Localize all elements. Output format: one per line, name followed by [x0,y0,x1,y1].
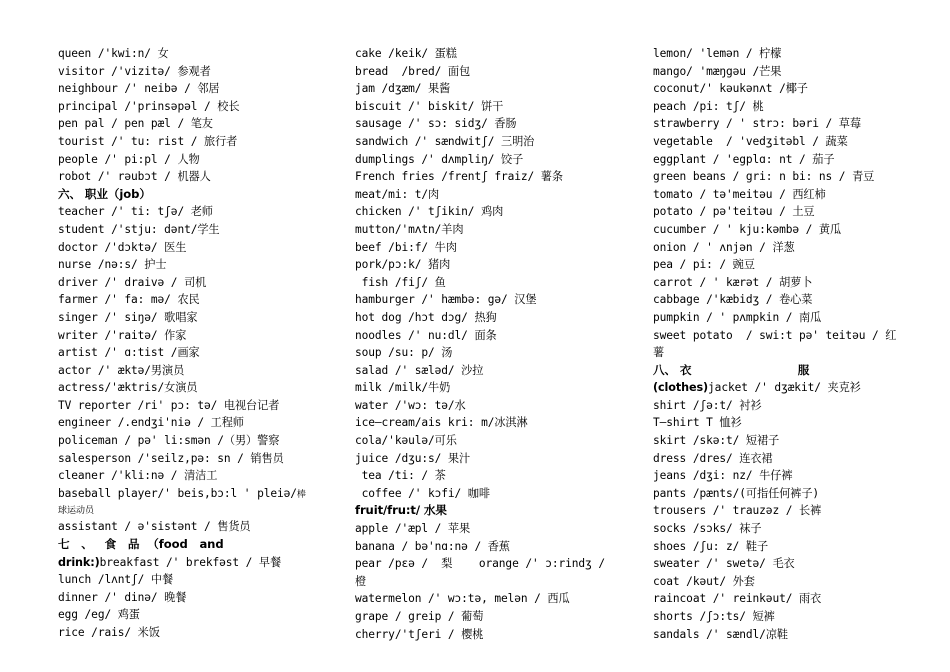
vocab-line: onion / ' ʌnjən / 洋葱 [653,240,795,254]
vocab-line: green beans / gri: n bi: ns / 青豆 [653,170,875,184]
vocab-line: assistant / ə'sistənt / 售货员 [58,520,251,534]
vocab-line: pea / pi: / 豌豆 [653,258,755,272]
vocab-line: coat /kəut/ 外套 [653,574,755,588]
vocab-line: TV reporter /ri' pɔ: tə/ 电视台记者 [58,398,280,412]
vocab-line: potato / pə'teitəu / 土豆 [653,205,815,219]
vocab-line: T—shirt T 恤衫 [653,416,742,430]
vocab-line: trousers /' trauzəz / 长裤 [653,504,822,518]
section-heading-food: 七 、 食 品 （food and [58,537,224,552]
vocab-line: skirt /skə:t/ 短裙子 [653,434,780,448]
vocab-line: dinner /' dinə/ 晚餐 [58,590,187,604]
vocab-line: farmer /' fa: mə/ 农民 [58,293,200,307]
vocab-line: juice /dʒu:s/ 果汁 [355,451,471,465]
vocab-text: jacket /' dʒækit/ 夹克衫 [708,381,861,395]
vocab-line: carrot / ' kærət / 胡萝卜 [653,275,813,289]
vocab-line: mutton/'mʌtn/羊肉 [355,222,464,236]
vocab-line: pear /pεə / 梨 orange /' ɔ:rindʒ / [355,557,605,571]
vocab-line: egg /eg/ 鸡蛋 [58,608,140,622]
vocab-line: cola/'kəulə/可乐 [355,434,457,448]
vocab-line: jam /dʒæm/ 果酱 [355,82,451,96]
section-heading-fruit: fruit/fru:t/ 水果 [355,503,447,518]
vocab-line: 球运动员 [58,506,95,517]
vocab-line: 薯 [653,346,665,360]
vocab-line: peach /pi: tʃ/ 桃 [653,99,764,113]
vocab-text: breakfast /' brekfəst / 早餐 [99,555,282,569]
vocab-line: 橙 [355,574,367,588]
vocab-line: cleaner /'kli:nə / 清洁工 [58,469,218,483]
vocab-line: lunch /lʌntʃ/ 中餐 [58,573,174,587]
vocab-line: beef /bi:f/ 牛肉 [355,240,457,254]
vocab-line: milk /milk/牛奶 [355,381,451,395]
vocab-line: cherry/'tʃeri / 樱桃 [355,627,484,641]
vocab-line: tomato / tə'meitəu / 西红柿 [653,187,826,201]
vocab-line: raincoat /' reinkəut/ 雨衣 [653,592,822,606]
vocab-line: dress /dres/ 连衣裙 [653,451,773,465]
vocab-line [653,379,913,397]
vocab-line: noodles /' nu:dl/ 面条 [355,328,497,342]
vocab-line: sausage /' sɔ: sidʒ/ 香肠 [355,117,517,131]
vocab-line: fish /fiʃ/ 鱼 [355,275,446,289]
vocab-line: mango/ 'mæŋgəu /芒果 [653,64,782,78]
vocab-line: pumpkin / ' pʌmpkin / 南瓜 [653,310,822,324]
vocab-line: doctor /'dɔktə/ 医生 [58,240,187,254]
vocab-line: actor /' æktə/男演员 [58,363,185,377]
vocab-line: artist /' ɑ:tist /画家 [58,346,200,360]
vocab-column-2 [355,45,611,643]
vocab-column-3 [653,45,913,643]
vocab-line: shorts /ʃɔ:ts/ 短裤 [653,610,775,623]
vocab-line: sweet potato / swi:t pə' teitəu / 红 [653,328,897,342]
vocab-line: pork/pɔ:k/ 猪肉 [355,258,451,272]
section-heading-clothes: 八、 衣 服 [653,362,810,377]
vocab-line: cabbage /'kæbidʒ / 卷心菜 [653,293,813,307]
vocab-line: tea /ti: / 茶 [355,469,446,483]
vocab-line: singer /' siŋə/ 歌唱家 [58,310,198,324]
vocab-line: ice—cream/ais kri: m/冰淇淋 [355,416,528,430]
vocab-line: actress/'æktris/女演员 [58,381,198,395]
vocab-line: hot dog /hɔt dɔg/ 热狗 [355,310,497,324]
vocab-line: nurse /nə:s/ 护士 [58,258,167,272]
vocab-line: rice /rais/ 米饭 [58,626,160,639]
vocab-line [58,554,316,572]
vocab-line: grape / greip / 葡萄 [355,610,484,623]
vocab-line: water /'wɔ: tə/水 [355,398,466,412]
vocab-line: French fries /frentʃ fraiz/ 薯条 [355,170,563,184]
section-heading-food-cont: drink:) [58,555,100,569]
vocab-line: strawberry / ' strɔ: bəri / 草莓 [653,117,861,131]
vocab-line: tourist /' tu: rist / 旅行者 [58,134,238,148]
vocab-line: queen /'kwi:n/ 女 [58,47,169,60]
vocab-line: sweater /' swetə/ 毛衣 [653,557,795,571]
vocab-line: watermelon /' wɔ:tə, melən / 西瓜 [355,592,570,606]
vocab-line: salad /' sæləd/ 沙拉 [355,363,484,377]
vocab-line: cucumber / ' kju:kəmbə / 黄瓜 [653,222,842,236]
vocab-line: principal /'prinsəpəl / 校长 [58,99,240,113]
vocab-line: cake /keik/ 蛋糕 [355,47,457,60]
vocab-line: hamburger /' hæmbə: gə/ 汉堡 [355,293,537,307]
vocab-line: sandwich /' sændwitʃ/ 三明治 [355,134,535,148]
vocab-line: visitor /'vizitə/ 参观者 [58,64,211,78]
vocab-line: pen pal / pen pæl / 笔友 [58,117,213,131]
vocab-line: vegetable / 'vedʒitəbl / 蔬菜 [653,134,848,148]
vocab-line: coffee /' kɔfi/ 咖啡 [355,486,490,500]
vocab-line: socks /sɔks/ 袜子 [653,522,762,536]
vocab-line: soup /su: p/ 汤 [355,346,453,360]
vocab-line: driver /' draivə / 司机 [58,275,207,289]
section-heading-jobs: 六、 职业（job） [58,186,151,201]
vocab-line: pants /pænts/(可指任何裤子) [653,486,820,500]
vocab-line: jeans /dʒi: nz/ 牛仔裤 [653,469,793,483]
vocab-line: biscuit /' biskit/ 饼干 [355,99,504,113]
vocab-line: teacher /' ti: tʃə/ 老师 [58,205,213,219]
vocab-line: shoes /ʃu: z/ 鞋子 [653,539,769,553]
vocab-line: bread /bred/ 面包 [355,64,471,78]
section-heading-clothes-cont: (clothes) [653,381,709,395]
vocab-line: people /' pi:pl / 人物 [58,152,200,166]
vocab-line: student /'stju: dənt/学生 [58,222,220,236]
vocab-line: sandals /' sændl/凉鞋 [653,627,788,641]
vocab-line: lemon/ 'lemən / 柠檬 [653,47,782,60]
vocab-line: neighbour /' neibə / 邻居 [58,82,220,96]
vocab-text: baseball player/' beis,bɔ:l ' pleiə/ [58,486,297,500]
vocab-line: meat/mi: t/肉 [355,187,440,201]
vocab-line: banana / bə'nɑ:nə / 香蕉 [355,539,510,553]
vocab-line: eggplant / 'egplɑ: nt / 茄子 [653,152,835,166]
vocab-line: engineer /.endʒi'niə / 工程师 [58,416,244,430]
vocab-line [58,485,316,505]
vocab-line: robot /' rəubɔt / 机器人 [58,170,211,184]
vocab-line: policeman / pə' li:smən /（男）警察 [58,434,280,448]
vocab-line: chicken /' tʃikin/ 鸡肉 [355,205,504,219]
vocab-line: apple /'æpl / 苹果 [355,522,471,536]
vocab-line: salesperson /'seilz,pə: sn / 销售员 [58,451,284,465]
vocab-line: dumplings /' dʌmpliŋ/ 饺子 [355,152,524,166]
vocab-line: coconut/' kəukənʌt /椰子 [653,82,808,96]
vocab-text: 棒 [296,489,306,500]
vocab-column-1 [58,45,316,642]
vocab-line: shirt /ʃə:t/ 衬衫 [653,398,762,412]
vocab-line: writer /'raitə/ 作家 [58,328,187,342]
